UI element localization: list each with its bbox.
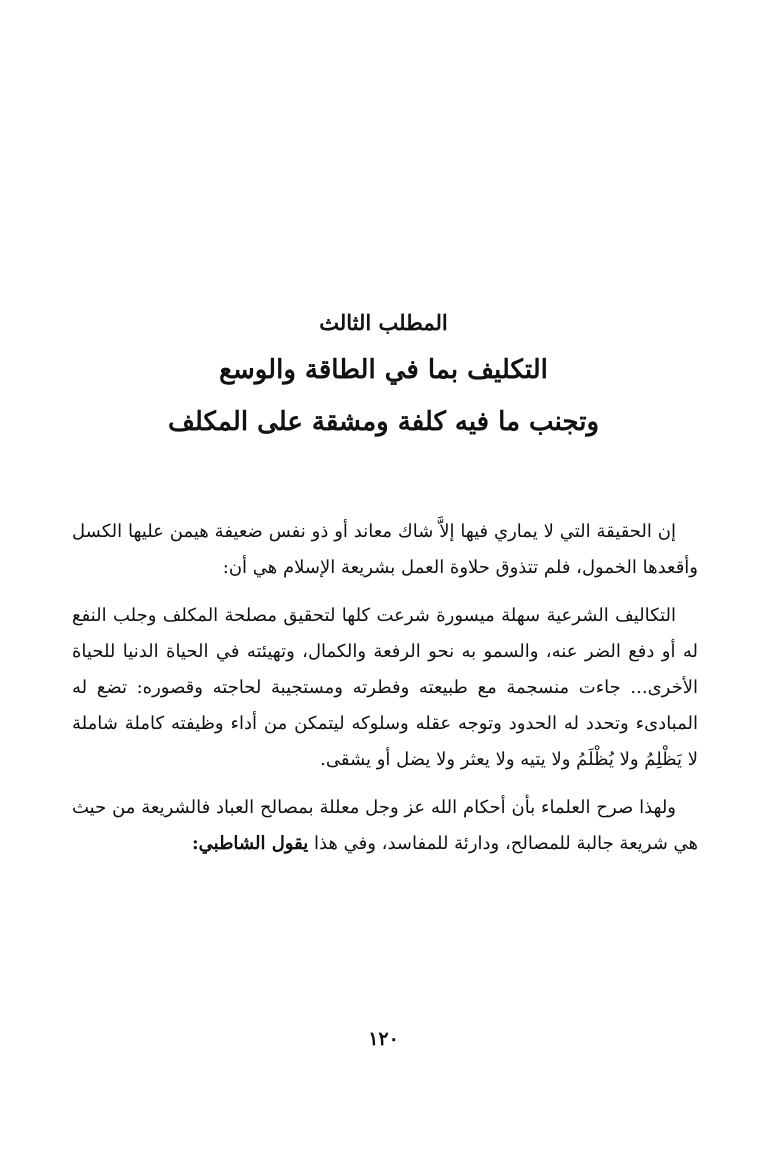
title-line-2: وتجنب ما فيه كلفة ومشقة على المكلف [167,407,600,437]
paragraph-3-bold-ending: يقول الشاطبي: [192,833,309,854]
paragraph-3 [72,790,698,862]
page-number: ١٢٠ [368,1028,399,1050]
paragraph-2: التكاليف الشرعية سهلة ميسورة شرعت كلها لتحقيق مصلحة المكلف وجلب النفع له أو دفع الضر عنه، والسمو به نحو الرفعة والكمال، وتهيئته في الحياة الدنيا للحياة الأخرى... جاءت منسجمة مع طبيعته وفطرته ومستجيبة لحاجته وقصوره: تضع له المبادىء وتحدد له الحدود وتوجه عقله وسلوكه ليتمكن من أداء وظيفته كاملة شاملة لا يَظْلِمُ ولا يُظْلَمُ ولا يتيه ولا يعثر ولا يضل أو يشقى. [72,605,698,770]
chapter-headings [0,302,767,448]
paragraph-3-text: ولهذا صرح العلماء بأن أحكام الله عز وجل معللة بمصالح العباد فالشريعة من حيث هي شريعة جالبة للمصالح، ودارئة للمفاسد، وفي هذا [72,797,698,854]
paragraph-1: إن الحقيقة التي لا يماري فيها إلاَّ شاك معاند أو ذو نفس ضعيفة هيمن عليها الكسل وأقعدها الخمول، فلم تتذوق حلاوة العمل بشريعة الإسلام هي أن: [72,521,698,578]
section-label: المطلب الثالث [319,310,448,335]
title-line-1: التكليف بما في الطاقة والوسع [219,355,548,385]
body-text [72,514,698,874]
